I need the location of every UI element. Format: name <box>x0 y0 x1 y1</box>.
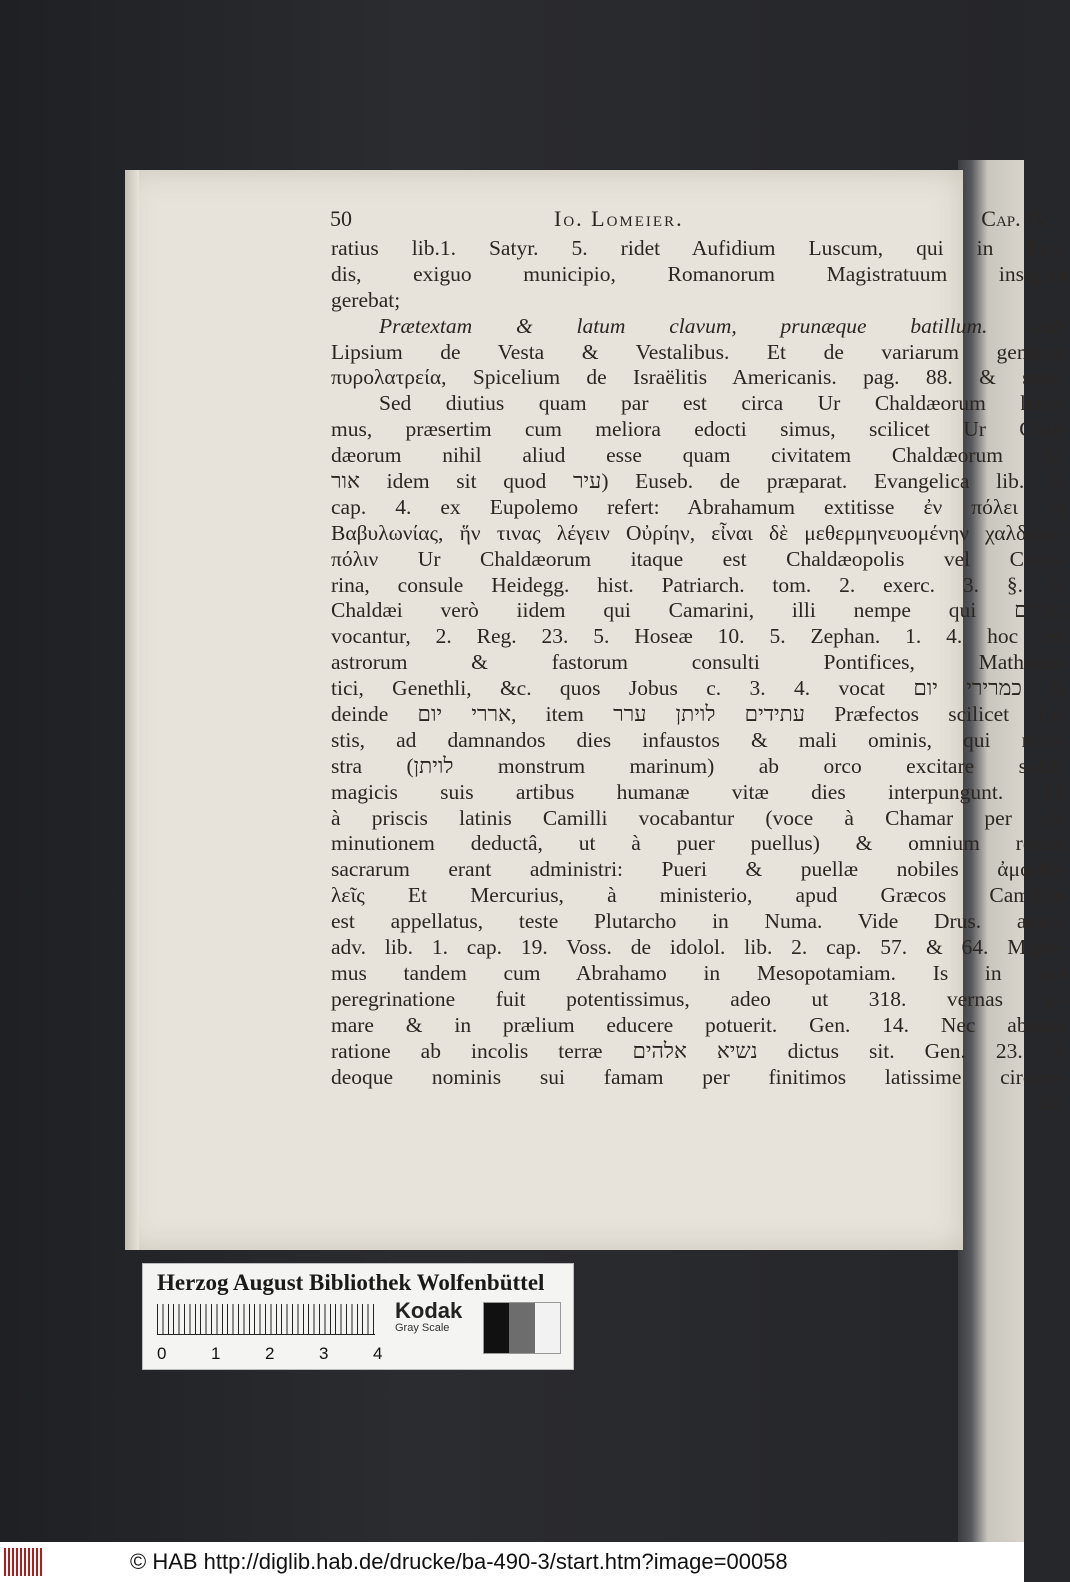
text-line: deinde אררי יום, item עתידים לויתן ערר Præfectos scilicet Fa- <box>331 702 1068 727</box>
swatch-gray <box>509 1303 534 1353</box>
text-line: dis, exiguo municipio, Romanorum Magistratuum insignia <box>331 261 1067 286</box>
swatch-white <box>535 1303 560 1353</box>
hab-logo-icon <box>4 1548 44 1576</box>
text-line: אור idem sit quod עיר) Euseb. de præparat. Evangelica lib. 9. <box>331 469 1067 494</box>
text-line: ratius lib.1. Satyr. 5. ridet Aufidium Luscum, qui in Fun- <box>331 236 1067 260</box>
text-line: vocantur, 2. Reg. 23. 5. Hoseæ 10. 5. Zephan. 1. 4. hoc est <box>331 624 1067 649</box>
text-line: mus, præsertim cum meliora edocti simus, scilicet Ur Chal- <box>331 417 1067 442</box>
swatch-black <box>484 1303 509 1353</box>
running-head <box>330 206 1070 236</box>
text-line: Lipsium de Vesta & Vestalibus. Et de variarum gentium <box>331 339 1067 364</box>
book-page <box>125 170 1068 1250</box>
text-line: ratione ab incolis terræ נשיא אלהים dictus sit. Gen. 23. I- <box>331 1038 1068 1063</box>
gray-scale-swatches <box>483 1302 561 1354</box>
ruler-number: 3 <box>319 1344 329 1363</box>
page-body-text <box>331 236 1067 1116</box>
text-line: stis, ad damnandos dies infaustos & mali ominis, qui mon- <box>331 727 1067 752</box>
kodak-brand: Kodak <box>395 1298 463 1323</box>
text-line: cap. 4. ex Eupolemo refert: Abrahamum extitisse ἐν πόλει τῆ <box>331 494 1067 519</box>
text-line: deoque nominis sui famam per finitimos latissime circum- <box>331 1064 1067 1089</box>
text-line: peregrinatione fuit potentissimus, adeo ut 318. vernas ar- <box>331 986 1067 1011</box>
text-line: dæorum nihil aliud esse quam civitatem Chaldæorum (q. <box>331 443 1067 468</box>
page-number: 50 <box>330 206 352 231</box>
ruler-number: 2 <box>265 1344 275 1363</box>
library-color-card <box>142 1263 574 1370</box>
text-line: Chaldæi verò iidem qui Camarini, illi nempe qui כמרים <box>331 598 1067 623</box>
running-head-chapter: Cap. IV. <box>981 206 1052 231</box>
footer-bar <box>0 1542 1024 1582</box>
ruler-number: 1 <box>211 1344 221 1363</box>
gray-scale-label: Gray Scale <box>395 1322 450 1334</box>
text-line: minutionem deductâ, ut à puer puellus) & omnium rerum <box>331 831 1067 856</box>
text-line: est appellatus, teste Plutarcho in Numa. Vide Drus. anim- <box>331 909 1067 934</box>
text-line: astrorum & fastorum consulti Pontifices, Mathema- <box>331 650 1067 675</box>
footer-credit: © HAB http://diglib.hab.de/drucke/ba-490-3/start.htm?image=00058 <box>130 1549 788 1574</box>
text-line: rina, consule Heidegg. hist. Patriarch. tom. 2. exerc. 3. §. 5. <box>331 572 1067 597</box>
library-name: Herzog August Bibliothek Wolfenbüttel <box>157 1270 545 1295</box>
text-line: Sed diutius quam par est circa Ur Chaldæorum hæsi- <box>379 391 1067 416</box>
kodak-label <box>395 1298 462 1334</box>
text-line: adv. lib. 1. cap. 19. Voss. de idolol. lib. 2. cap. 57. & 64. Migre- <box>331 935 1067 960</box>
text-line: Prætextam & latum clavum, prunæque batillum. vide <box>379 313 1067 338</box>
running-head-author: Io. Lomeier. <box>554 206 684 231</box>
ruler-number: 4 <box>373 1344 383 1363</box>
ruler-number: 0 <box>157 1344 167 1363</box>
text-line: Βαβυλωνίας, ἥν τινας λέγειν Οὐρίην, εἶναι δὲ μεθερμηνευομένην χαλδαίων <box>331 520 1067 545</box>
text-line: sacrarum erant administri: Pueri & puellæ nobiles ἀμφιθα- <box>331 857 1067 882</box>
text-line: λεῖς Et Mercurius, à ministerio, apud Græcos Camillus <box>331 883 1067 908</box>
text-line: tulit. <box>1026 1090 1067 1115</box>
text-line: πόλιν Ur Chaldæorum itaque est Chaldæopolis vel Cama- <box>331 546 1067 571</box>
measurement-ruler <box>157 1304 375 1335</box>
text-line: mus tandem cum Abrahamo in Mesopotamiam. Is in sua <box>331 960 1067 985</box>
text-line: πυρολατρεία, Spicelium de Israëlitis Americanis. pag. 88. & seqq. <box>331 365 1067 390</box>
text-line: mare & in prælium educere potuerit. Gen. 14. Nec absque <box>331 1012 1067 1037</box>
text-line: magicis suis artibus humanæ vitæ dies interpungunt. Hi <box>331 779 1067 804</box>
text-line: gerebat; <box>331 287 401 312</box>
text-line: à priscis latinis Camilli vocabantur (voce à Chamar per di- <box>331 805 1067 830</box>
text-line: stra (לויתן monstrum marinum) ab orco excitare soliti, <box>331 753 1068 778</box>
text-line: tici, Genethli, &c. quos Jobus c. 3. 4. vocat כמרירי יום & <box>331 676 1067 701</box>
